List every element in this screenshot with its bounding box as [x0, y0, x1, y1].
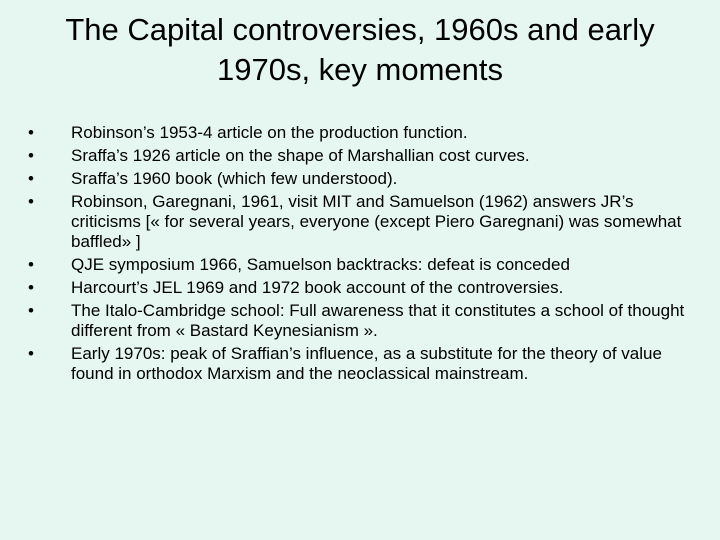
bullet-item: [28, 344, 688, 384]
bullet-list: [28, 123, 688, 387]
bullet-marker: •: [28, 123, 34, 142]
bullet-marker: •: [28, 301, 34, 320]
bullet-item: [28, 146, 688, 166]
bullet-text: Robinson’s 1953-4 article on the production function.: [71, 123, 468, 142]
bullet-item: [28, 278, 688, 298]
slide-title: The Capital controversies, 1960s and early 1970s, key moments: [65, 12, 655, 87]
bullet-text: QJE symposium 1966, Samuelson backtracks: defeat is conceded: [71, 255, 570, 274]
bullet-marker: •: [28, 169, 34, 188]
bullet-text: The Italo-Cambridge school: Full awareness that it constitutes a school of thought different from « Bastard Keynesianism ».: [71, 301, 685, 340]
bullet-item: [28, 301, 688, 341]
bullet-marker: •: [28, 278, 34, 297]
bullet-item: [28, 255, 688, 275]
bullet-item: [28, 123, 688, 143]
bullet-text: Sraffa’s 1926 article on the shape of Marshallian cost curves.: [71, 146, 530, 165]
bullet-text: Sraffa’s 1960 book (which few understood).: [71, 169, 398, 188]
bullet-text: Harcourt’s JEL 1969 and 1972 book account of the controversies.: [71, 278, 564, 297]
bullet-item: [28, 169, 688, 189]
bullet-marker: •: [28, 146, 34, 165]
bullet-marker: •: [28, 192, 34, 211]
bullet-text: Robinson, Garegnani, 1961, visit MIT and Samuelson (1962) answers JR’s criticisms [« for several years, everyone (except Piero Garegnani) was somewhat baffled» ]: [71, 192, 682, 251]
bullet-item: [28, 192, 688, 252]
bullet-marker: •: [28, 255, 34, 274]
bullet-text: Early 1970s: peak of Sraffian’s influence, as a substitute for the theory of value found in orthodox Marxism and the neoclassical mainstream.: [71, 344, 662, 383]
bullet-marker: •: [28, 344, 34, 363]
